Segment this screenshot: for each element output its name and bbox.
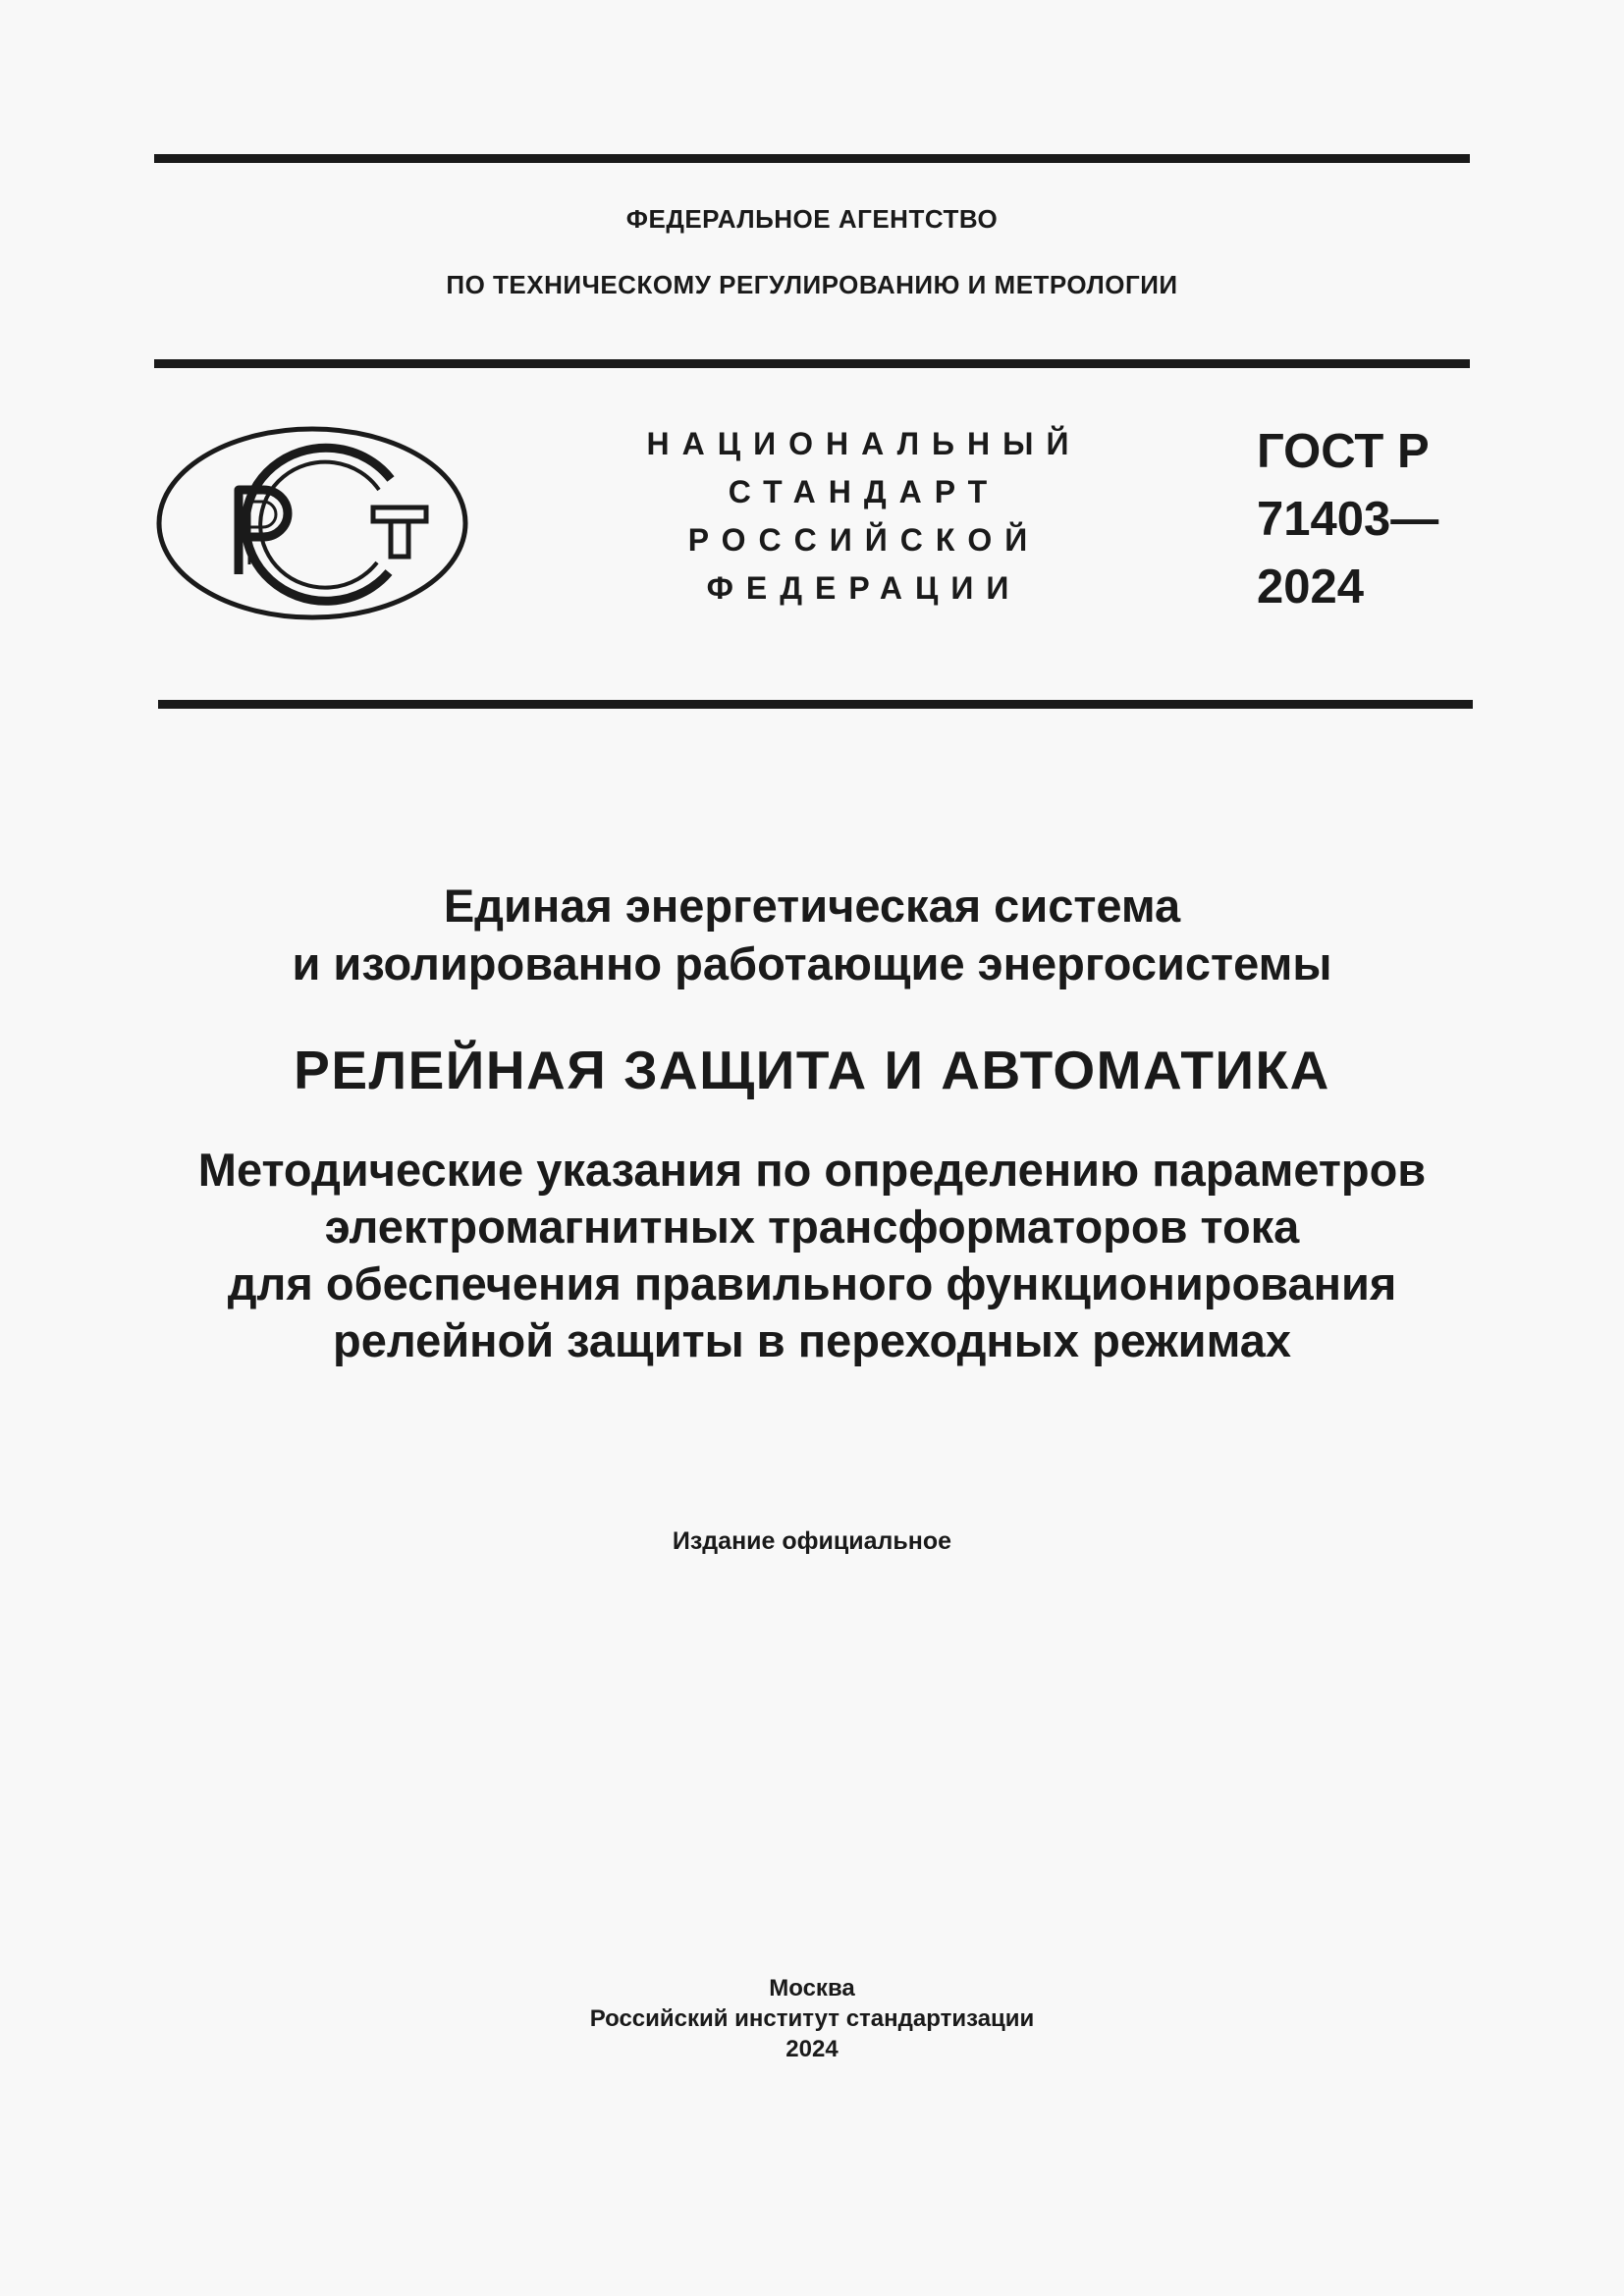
imprint-city: Москва [769,1975,855,2002]
agency-line-2: ПО ТЕХНИЧЕСКОМУ РЕГУЛИРОВАНИЮ И МЕТРОЛОГИИ [446,270,1178,299]
method-title-line: релейной защиты в переходных режимах [332,1314,1291,1366]
imprint-publisher: Российский институт стандартизации [589,2005,1035,2032]
top-rule [154,154,1470,163]
national-standard-line: СТАНДАРТ [728,474,1001,509]
imprint-year: 2024 [785,2036,839,2062]
national-standard-line: ФЕДЕРАЦИИ [706,570,1022,606]
method-title-line: для обеспечения правильного функционирования [227,1257,1397,1309]
system-title-line: и изолированно работающие энергосистемы [292,937,1332,989]
method-title-line: Методические указания по определению параметров [197,1144,1427,1196]
national-standard-line: НАЦИОНАЛЬНЫЙ [646,426,1082,461]
designation-line: 2024 [1257,561,1365,614]
gost-r-certification-mark-icon [155,425,469,621]
main-title: РЕЛЕЙНАЯ ЗАЩИТА И АВТОМАТИКА [294,1040,1330,1100]
method-title-line: электромагнитных трансформаторов тока [324,1201,1300,1253]
national-standard-line: РОССИЙСКОЙ [687,522,1041,558]
logo-rule [158,700,1473,709]
designation-line: ГОСТ Р [1257,425,1430,478]
designation-line: 71403— [1257,493,1439,546]
header-rule [154,359,1470,368]
national-standard-label [589,420,1139,613]
imprint [98,1973,1526,2064]
system-title [98,877,1526,992]
method-title [98,1142,1526,1369]
system-title-line: Единая энергетическая система [443,880,1181,932]
edition-label: Издание официальное [672,1527,952,1555]
agency-line-1: ФЕДЕРАЛЬНОЕ АГЕНТСТВО [625,204,999,234]
standard-designation [1257,418,1438,621]
